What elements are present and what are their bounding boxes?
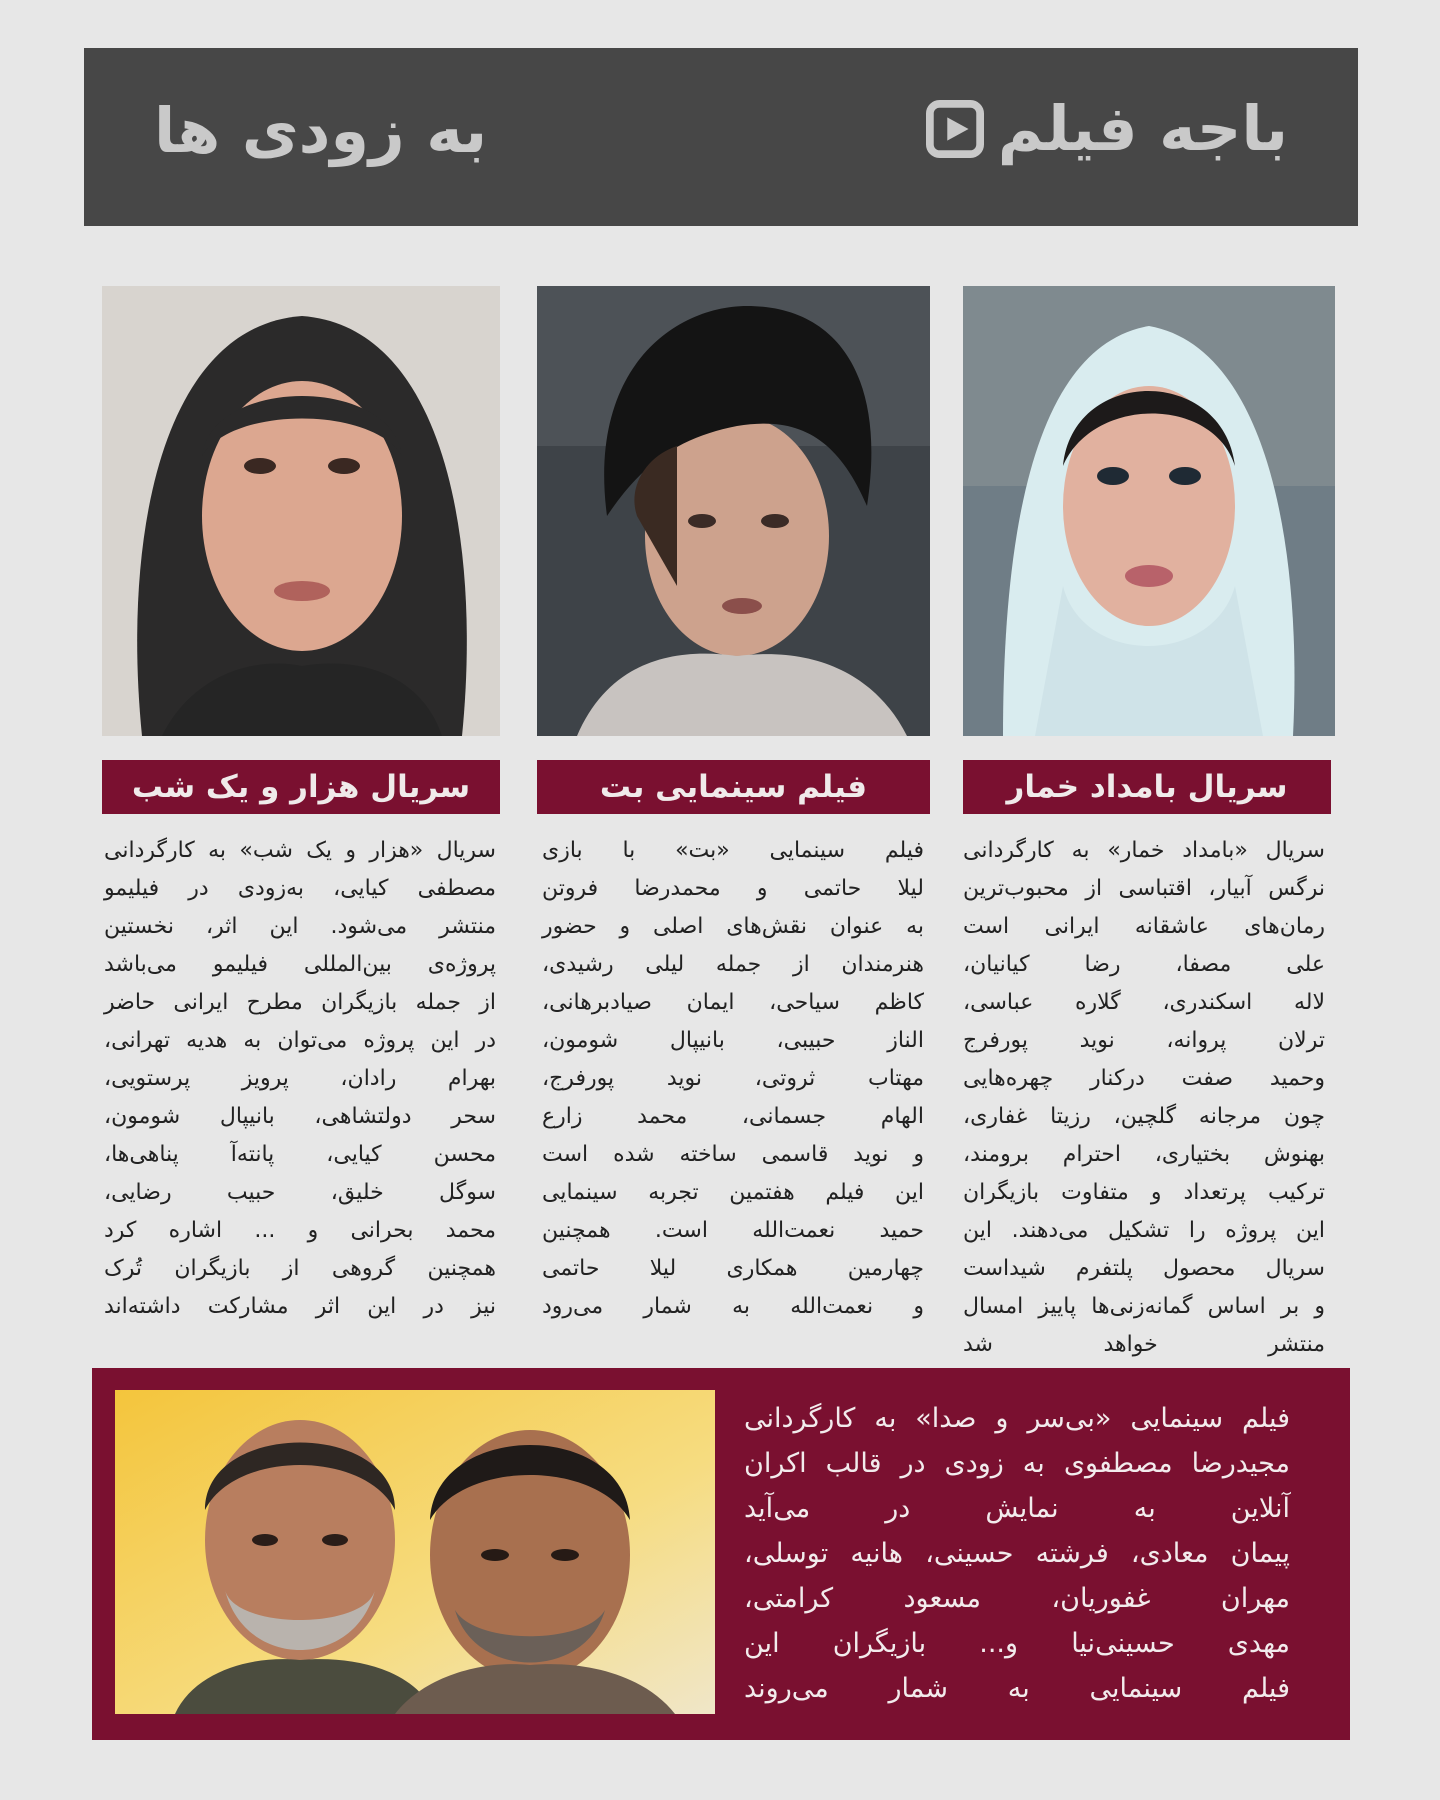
text-line: لیلا حاتمی و محمدرضا فروتن: [542, 876, 924, 901]
text-line: پیمان معادی، فرشته حسینی، هانیه توسلی،: [744, 1538, 1290, 1569]
text-bot: [542, 832, 924, 1326]
text-line: سوگل خلیق، حبیب رضایی،: [104, 1180, 496, 1205]
text-line: چون مرجانه گلچین، رزیتا غفاری،: [963, 1104, 1325, 1129]
brand-block: [926, 92, 1288, 165]
text-line: سریال «هزار و یک شب» به کارگردانی: [104, 838, 496, 863]
text-line: مهتاب ثروتی، نوید پورفرج،: [542, 1066, 924, 1091]
text-line: علی مصفا، رضا کیانیان،: [963, 952, 1325, 977]
text-line: و نوید قاسمی ساخته شده است: [542, 1142, 924, 1167]
text-line: ترکیب پرتعداد و متفاوت بازیگران: [963, 1180, 1325, 1205]
text-line: لاله اسکندری، گلاره عباسی،: [963, 990, 1325, 1015]
brand-name: باجه فیلم: [997, 92, 1288, 165]
text-line: نیز در این اثر مشارکت داشته‌اند: [104, 1294, 496, 1319]
text-line: نرگس آبیار، اقتباسی از محبوب‌ترین: [963, 876, 1325, 901]
text-line: مهران غفوریان، مسعود کرامتی،: [744, 1583, 1290, 1614]
text-line: از جمله بازیگران مطرح ایرانی حاضر: [104, 990, 496, 1015]
text-line: و بر اساس گمانه‌زنی‌ها پاییز امسال: [963, 1294, 1325, 1319]
text-line: فیلم سینمایی «بی‌سر و صدا» به کارگردانی: [744, 1403, 1290, 1434]
title-bamdad-khomar: سریال بامداد خمار: [963, 760, 1331, 814]
text-line: به عنوان نقش‌های اصلی و حضور: [542, 914, 924, 939]
text-line: منتشر می‌شود. این اثر، نخستین: [104, 914, 496, 939]
photo-bi-sar-o-seda: [115, 1390, 715, 1714]
text-line: الهام جسمانی، محمد زارع: [542, 1104, 924, 1129]
feature-text: [744, 1396, 1290, 1711]
text-line: وحمید صفت درکنار چهره‌هایی: [963, 1066, 1325, 1091]
text-line: و نعمت‌الله به شمار می‌رود: [542, 1294, 924, 1319]
text-line: چهارمین همکاری لیلا حاتمی: [542, 1256, 924, 1281]
title-bot: فیلم سینمایی بت: [537, 760, 930, 814]
text-bamdad-khomar: [963, 832, 1325, 1364]
text-line: محمد بحرانی و ... اشاره کرد: [104, 1218, 496, 1243]
text-line: این فیلم هفتمین تجربه سینمایی: [542, 1180, 924, 1205]
text-line: رمان‌های عاشقانه ایرانی است: [963, 914, 1325, 939]
text-line: ترلان پروانه، نوید پورفرج: [963, 1028, 1325, 1053]
section-title: به زودی ها: [154, 94, 488, 167]
text-line: محسن کیایی، پانته‌آ پناهی‌ها،: [104, 1142, 496, 1167]
text-line: مهدی حسینی‌نیا و... بازیگران این: [744, 1628, 1290, 1659]
text-line: آنلاین به نمایش در می‌آید: [744, 1493, 1290, 1524]
photo-hezar-o-yek-shab: [102, 286, 500, 736]
text-line: الناز حبیبی، بانیپال شومون،: [542, 1028, 924, 1053]
text-line: فیلم سینمایی به شمار می‌روند: [744, 1673, 1290, 1704]
text-line: پروژه‌ی بین‌المللی فیلیمو می‌باشد: [104, 952, 496, 977]
play-logo-icon: [926, 100, 984, 158]
photo-bot: [537, 286, 930, 736]
text-line: فیلم سینمایی «بت» با بازی: [542, 838, 924, 863]
text-line: مصطفی کیایی، به‌زودی در فیلیمو: [104, 876, 496, 901]
text-line: سریال «بامداد خمار» به کارگردانی: [963, 838, 1325, 863]
text-line: این پروژه را تشکیل می‌دهند. این: [963, 1218, 1325, 1243]
text-line: هنرمندان از جمله لیلی رشیدی،: [542, 952, 924, 977]
text-line: در این پروژه می‌توان به هدیه تهرانی،: [104, 1028, 496, 1053]
text-line: سحر دولتشاهی، بانیپال شومون،: [104, 1104, 496, 1129]
text-hezar-o-yek-shab: [104, 832, 496, 1326]
text-line: بهنوش بختیاری، احترام برومند،: [963, 1142, 1325, 1167]
text-line: بهرام رادان، پرویز پرستویی،: [104, 1066, 496, 1091]
text-line: همچنین گروهی از بازیگران تُرک: [104, 1256, 496, 1281]
text-line: کاظم سیاحی، ایمان صیادبرهانی،: [542, 990, 924, 1015]
text-line: مجیدرضا مصطفوی به زودی در قالب اکران: [744, 1448, 1290, 1479]
text-line: منتشر خواهد شد: [963, 1332, 1325, 1357]
text-line: حمید نعمت‌الله است. همچنین: [542, 1218, 924, 1243]
photo-bamdad-khomar: [963, 286, 1335, 736]
title-hezar-o-yek-shab: سریال هزار و یک شب: [102, 760, 500, 814]
text-line: سریال محصول پلتفرم شیداست: [963, 1256, 1325, 1281]
header-banner: [84, 48, 1358, 226]
